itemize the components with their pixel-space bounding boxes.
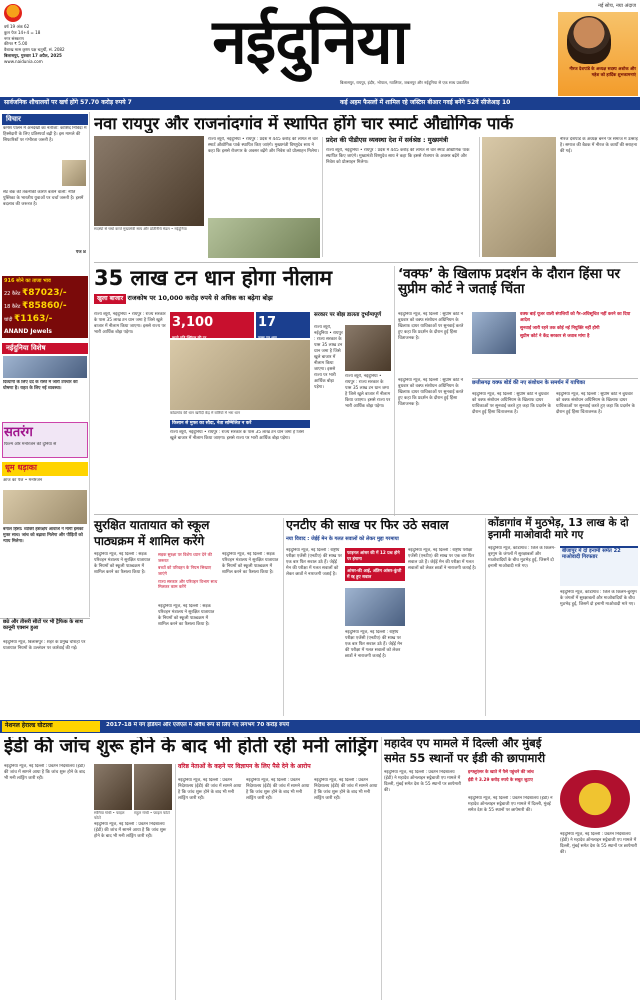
paddy-story-head[interactable]: सरकार पर बोझ डालता दुर्भाग्यपूर्ण	[314, 312, 381, 318]
nta-headline[interactable]: एनटीए की साख पर फिर उठे सवाल	[286, 518, 449, 532]
herald-banner-text: 2017-18 में यंग इंडियन और एजेएल में अवैध रूप से लिए गए लगभग 70 करोड़ रुपये	[106, 722, 289, 728]
rahul-photo-caption: राहुल गांधी • फाइल फोटो	[134, 811, 170, 815]
paddy-box-head: किसान से मुफ्त का सौदा, नेता सम्मिलित न करें	[170, 420, 310, 428]
ad-portrait-image	[567, 16, 611, 64]
gold-rate-row-silver: चांदी ₹1163/-	[4, 314, 53, 324]
ad-text: नीरज देशपांडे के अध्यक्ष सदस्य अशोक और महेश को हार्दिक शुभकामनाएं	[569, 66, 636, 77]
waqf-chh-body-2: नईदुनिया न्यूज, नई दिल्ली : सुप्रीम कोर्ट ने बुधवार को वक्फ संशोधन अधिनियम के खिलाफ दायर याचिकाओं पर सुनवाई करते हुए कहा कि प्रदर्शन के दौरान हुई हिंसा चिंताजनक है।	[556, 392, 635, 416]
left-bottom-story: बंगाल हिंसा: व्यक्ति हस्तक्षेप आवाजें ने मांगी इसका मुफ्त साथ। जांच को बढ़ावा मिलेगा और पीड़ितों को न्याय मिलेगा।	[3, 527, 84, 545]
lead-side-text: नीरज देशपांडे के अध्यक्ष बनने पर समाज में उत्साह है। समाज की बैठक में नीरज के कार्यों की सराहना की गई।	[560, 137, 638, 155]
waqf-bullet: सुप्रीम कोर्ट ने केंद्र सरकार से जवाब मांगा है	[520, 333, 590, 339]
paddy-box-body: राज्य ब्यूरो, नईदुनिया • रायपुर : राज्य सरकार के पास 35 लाख टन धान जमा है जिसे खुले बाजार में नीलाम किया जाएगा। इससे राज्य पर भारी आर्थिक बोझ पड़ेगा।	[170, 430, 304, 442]
school-bullet: सड़क सुरक्षा पर विशेष ध्यान देने की जरूरत	[158, 552, 212, 563]
traffic-story-head[interactable]: छठे और तीसरी सीटों पर भी ट्रैफिक के साथ कानूनी एक्शन हुआ	[3, 619, 83, 631]
school-bullets	[158, 552, 218, 592]
paddy-headline[interactable]: 35 लाख टन धान होगा नीलाम	[94, 267, 333, 290]
columnist-photo	[62, 160, 86, 186]
lead-photo	[94, 136, 204, 226]
mahadev-bullet: ईडी ने 3.29 करोड़ रुपये के सबूत जुटाए	[468, 777, 533, 783]
vichar-page-ref: पेज 8	[75, 250, 86, 255]
satrang-subtitle: फिल्म और मनोरंजन की दुनिया से	[4, 442, 57, 447]
herald-banner-tag: नेशनल हेराल्ड घोटाला	[2, 721, 100, 732]
naidunia-vishesh-header: नईदुनिया विशेष	[2, 343, 88, 354]
sonia-gandhi-photo	[94, 764, 132, 810]
kondagaon-headline[interactable]: कोंडागांव में मुठभेड़, 13 लाख के दो इनामी माओवादी मारे गए	[488, 517, 629, 541]
paddy-photo	[170, 340, 310, 410]
dhoom-subtitle: आज का पेज • मनोरंजन	[3, 478, 43, 483]
kondagaon-body-2: नईदुनिया न्यूज, कोंडागांव : जिले के किलम-बुरगुम के जंगलों में सुरक्षाबलों और माओवादियों के बीच मुठभेड़ हुई, जिसमें दो इनामी माओवादी मारे गए।	[560, 590, 637, 608]
herald-headline[interactable]: ईडी की जांच शुरू होने के बाद भी होती रही मनी लांड्रिंग	[4, 737, 378, 757]
nta-box-1: फाइनल आंसर की में 12 प्रश्न होने पर हंगामा	[345, 548, 405, 563]
nta-body: नईदुनिया न्यूज, नई दिल्ली : राष्ट्रीय परीक्षा एजेंसी (एनटीए) की साख पर एक बार फिर सवाल उठे हैं। जेईई मेन की परीक्षा में गलत सवालों को लेकर छात्रों ने नाराजगी जताई है।	[286, 548, 342, 578]
waqf-headline[interactable]: ‘वक्फ’ के खिलाफ प्रदर्शन के दौरान हिंसा पर सुप्रीम कोर्ट ने जताई चिंता	[398, 266, 621, 298]
lead-body: राज्य ब्यूरो, नईदुनिया • रायपुर : प्रदेश में 445 करोड़ की लागत से चार स्मार्ट औद्योगिक पार्क स्थापित किए जाएंगे। मुख्यमंत्री विष्णुदेव साय ने कहा कि इससे रोजगार के अवसर बढ़ेंगे और निवेश को प्रोत्साहन मिलेगा।	[208, 137, 319, 155]
paddy-body: राज्य ब्यूरो, नईदुनिया • रायपुर : राज्य सरकार के पास 35 लाख टन धान जमा है जिसे खुले बाजार में नीलाम किया जाएगा। इससे राज्य पर भारी आर्थिक बोझ पड़ेगा।	[94, 312, 166, 336]
strip-right-headline[interactable]: कई अहम फैसलों में शामिल रहे जस्टिस बीआर गवई बनेंगे 52वें सीजेआइ 10	[340, 99, 511, 106]
gold-rate-row-22k: 22 कैरेट ₹87023/-	[4, 288, 67, 298]
paddy-story-body: राज्य ब्यूरो, नईदुनिया • रायपुर : राज्य सरकार के पास 35 लाख टन धान जमा है जिसे खुले बाजार में नीलाम किया जाएगा। इससे राज्य पर भारी आर्थिक बोझ पड़ेगा।	[314, 325, 343, 391]
mahadev-headline-1[interactable]: महादेव एप मामले में दिल्ली और मुंबई	[384, 737, 542, 750]
school-body: नईदुनिया न्यूज, नई दिल्ली : सड़क परिवहन मंत्रालय ने सुरक्षित यातायात के नियमों को स्कूली पाठ्यक्रम में शामिल करने का फैसला किया है।	[94, 552, 151, 576]
paddy-photo-caption: कोडागांव की धान खरीदी केंद्र में बोरियों में भरा धान	[170, 411, 240, 415]
herald-subhead[interactable]: वरिष्ठ नेताओं के कहने पर विज्ञापन के लिए पैसे देने के आरोप	[178, 763, 311, 770]
mahadev-headline-2[interactable]: समेत 55 स्थानों पर ईडी की छापामारी	[384, 752, 546, 765]
waqf-bullet: वक्फ बाई यूजर वाली संपत्तियों को गैर-अधिसूचित नहीं करने का दिया आदेश	[520, 312, 631, 323]
nta-subhead: नया विवाद : जेईई मेन के गलत सवालों को लेकर मुद्दा गरमाया	[286, 536, 399, 542]
lead-side-image	[482, 137, 556, 257]
herald-body: नईदुनिया न्यूज, नई दिल्ली : प्रवर्तन निदेशालय (ईडी) की जांच में सामने आया है कि जांच शुरू होने के बाद भी मनी लांड्रिंग जारी रही।	[4, 764, 85, 782]
satrang-title: सतरंग	[4, 425, 33, 440]
waqf-body-2: नईदुनिया न्यूज, नई दिल्ली : सुप्रीम कोर्ट ने बुधवार को वक्फ संशोधन अधिनियम के खिलाफ दायर याचिकाओं पर सुनवाई करते हुए कहा कि प्रदर्शन के दौरान हुई हिंसा चिंताजनक है।	[398, 378, 464, 408]
paddy-stat-1: 3,100 रुपये प्रति क्विंटल की दर	[170, 312, 254, 338]
paddy-subhead: राजकोष पर 10,000 करोड़ रुपये से अधिक का बढ़ेगा बोझ	[127, 294, 273, 302]
nta-body-3: नईदुनिया न्यूज, नई दिल्ली : राष्ट्रीय परीक्षा एजेंसी (एनटीए) की साख पर एक बार फिर सवाल उठे हैं। जेईई मेन की परीक्षा में गलत सवालों को लेकर छात्रों ने नाराजगी जताई है।	[408, 548, 477, 572]
school-bullet: बच्चों को परिवहन के नियम सिखाए जाएंगे	[158, 565, 212, 577]
paddy-subhead-row	[94, 294, 390, 307]
school-headline-2[interactable]: पाठ्यक्रम में शामिल करेंगे	[94, 534, 205, 548]
paddy-tag: खुला बाजार	[94, 294, 126, 304]
minister-photo	[345, 325, 391, 371]
mahadev-body-2: नईदुनिया न्यूज, नई दिल्ली : प्रवर्तन निदेशालय (ईडी) ने महादेव ऑनलाइन सट्टेबाजी एप मामले में दिल्ली, मुंबई समेत देश के 55 स्थानों पर छापेमारी की।	[468, 796, 553, 814]
herald-body-5: नईदुनिया न्यूज, नई दिल्ली : प्रवर्तन निदेशालय (ईडी) की जांच में सामने आया है कि जांच शुरू होने के बाद भी मनी लांड्रिंग जारी रही।	[314, 778, 378, 802]
lead-subhead[interactable]: प्रदेश की पीडीएस व्यवस्था देश में सर्वश्रेष्ठ : मुख्यमंत्री	[326, 136, 449, 144]
tagline: नई सोच, नया अंदाज	[598, 3, 636, 9]
kondagaon-body: नईदुनिया न्यूज, कोंडागांव : जिले के किलम-बुरगुम के जंगलों में सुरक्षाबलों और माओवादियों के बीच मुठभेड़ हुई, जिसमें दो इनामी माओवादी मारे गए।	[488, 546, 556, 570]
traffic-story-body: नईदुनिया न्यूज, बिलासपुर : शहर के प्रमुख चौराहों पर यातायात नियमों के उल्लंघन पर कार्रवाई की गई।	[3, 640, 86, 652]
lead-photo-caption: सदस्यों से चर्चा करते मुख्यमंत्री साय और प्रतिनिधि मंडल • नईदुनिया	[94, 227, 187, 231]
rahul-gandhi-photo	[134, 764, 172, 810]
waqf-body: नईदुनिया न्यूज, नई दिल्ली : सुप्रीम कोर्ट ने बुधवार को वक्फ संशोधन अधिनियम के खिलाफ दायर याचिकाओं पर सुनवाई करते हुए कहा कि प्रदर्शन के दौरान हुई हिंसा चिंताजनक है।	[398, 312, 464, 342]
vichar-text: कर्मेश पालन में अनदेखी का नतीजा: काशिद निविदा में हिस्सेदारी के लिए प्रतिस्पर्धा बढ़ी है। इस मामले की सिफारिशों पर गंभीरता जरूरी है।	[3, 126, 87, 144]
paddy-story-body-2: राज्य ब्यूरो, नईदुनिया • रायपुर : राज्य सरकार के पास 35 लाख टन धान जमा है जिसे खुले बाजार में नीलाम किया जाएगा। इससे राज्य पर भारी आर्थिक बोझ पड़ेगा।	[345, 374, 391, 410]
lead-headline[interactable]: नवा रायपुर और राजनांदगांव में स्थापित होंगे चार स्मार्ट औद्योगिक पार्क	[94, 115, 514, 133]
dhoom-dhadaka-title: धूम धड़ाका	[2, 462, 88, 476]
gold-brand: ANAND Jewels	[4, 328, 52, 335]
lead-subhead-body: राज्य ब्यूरो, नईदुनिया • रायपुर : प्रदेश में 445 करोड़ की लागत से चार स्मार्ट औद्योगिक पार्क स्थापित किए जाएंगे। मुख्यमंत्री विष्णुदेव साय ने कहा कि इससे रोजगार के अवसर बढ़ेंगे और निवेश को प्रोत्साहन मिलेगा।	[326, 148, 470, 166]
herald-body-4: नईदुनिया न्यूज, नई दिल्ली : प्रवर्तन निदेशालय (ईडी) की जांच में सामने आया है कि जांच शुरू होने के बाद भी मनी लांड्रिंग जारी रही।	[246, 778, 310, 802]
edition-cities: बिलासपुर, रायपुर, इंदौर, भोपाल, ग्वालियर, जबलपुर और नईदुनिया से एक साथ प्रकाशित	[340, 80, 469, 85]
bijapur-headline[interactable]: बीजापुर में दो इनामी समेत 22 माओवादी गिरफ्तार	[562, 548, 621, 560]
waqf-bullets	[520, 312, 638, 342]
school-body-3: नईदुनिया न्यूज, नई दिल्ली : सड़क परिवहन मंत्रालय ने सुरक्षित यातायात के नियमों को स्कूली पाठ्यक्रम में शामिल करने का फैसला किया है।	[222, 552, 279, 576]
lead-secondary-photo	[208, 218, 320, 258]
website-link[interactable]: www.naidunia.com	[4, 58, 43, 64]
sonia-photo-caption: सोनिया गांधी • फाइल फोटो	[94, 811, 125, 820]
mahadev-body-3: नईदुनिया न्यूज, नई दिल्ली : प्रवर्तन निदेशालय (ईडी) ने महादेव ऑनलाइन सट्टेबाजी एप मामले में दिल्ली, मुंबई समेत देश के 55 स्थानों पर छापेमारी की।	[560, 832, 637, 856]
nta-body-2: नईदुनिया न्यूज, नई दिल्ली : राष्ट्रीय परीक्षा एजेंसी (एनटीए) की साख पर एक बार फिर सवाल उठे हैं। जेईई मेन की परीक्षा में गलत सवालों को लेकर छात्रों ने नाराजगी जताई है।	[345, 630, 403, 660]
naidunia-logo-icon	[4, 4, 22, 22]
vichar-header: विचार	[2, 114, 88, 125]
supreme-court-photo	[472, 312, 516, 354]
nta-box-2: आंसर-की आई, अंतिम आंसर-कुंजी में रद्द हुए सवाल	[345, 566, 405, 581]
mahadev-bullets	[468, 770, 554, 786]
gold-rate-title: 916 सोने का ताजा भाव	[4, 278, 51, 284]
waqf-bullet: सुनवाई जारी रहने तक कोई नई नियुक्ति नहीं होगी	[520, 325, 600, 331]
nta-photo	[345, 588, 405, 626]
vishesh-photo	[3, 356, 87, 378]
dhoom-photo	[3, 490, 87, 524]
school-headline-1[interactable]: सुरक्षित यातायात को स्कूल	[94, 518, 210, 532]
waqf-chh-body-1: नईदुनिया न्यूज, नई दिल्ली : सुप्रीम कोर्ट ने बुधवार को वक्फ संशोधन अधिनियम के खिलाफ दायर याचिकाओं पर सुनवाई करते हुए कहा कि प्रदर्शन के दौरान हुई हिंसा चिंताजनक है।	[472, 392, 551, 416]
chhattisgarh-waqf-head[interactable]: छत्तीसगढ़ वक्फ बोर्ड की नए संशोधन के समर्थन में याचिका	[472, 380, 586, 386]
herald-body-3: नईदुनिया न्यूज, नई दिल्ली : प्रवर्तन निदेशालय (ईडी) की जांच में सामने आया है कि जांच शुरू होने के बाद भी मनी लांड्रिंग जारी रही।	[178, 778, 242, 802]
mahadev-app-logo-icon	[560, 770, 630, 828]
paddy-stat-2: 17 लाख टन धान	[256, 312, 310, 338]
masthead	[0, 0, 640, 96]
mahadev-body: नईदुनिया न्यूज, नई दिल्ली : प्रवर्तन निदेशालय (ईडी) ने महादेव ऑनलाइन सट्टेबाजी एप मामले में दिल्ली, मुंबई समेत देश के 55 स्थानों पर छापेमारी की।	[384, 770, 461, 794]
strip-left-headline[interactable]: सार्वजनिक शौचालयों पर खर्च होंगे 57.70 करोड़ रुपये 7	[4, 99, 132, 106]
mahadev-bullet: इन्फ्लुएंसर के खाते में पैसे पहुंचने की जांच	[468, 770, 534, 775]
edition-meta: वर्ष 19 अंक 62 कुल पेज 14+4 = 18 नगर संस्करण कीमत ₹ 5.00 वैशाख मास कृष्ण पक्ष चतुर्थी, सं. 2082 बिलासपुर, गुरुवार 17 अप्रैल, 2025 www.naidunia.com	[4, 24, 124, 65]
school-bullet: राज्य सरकार और परिवहन विभाग साथ मिलकर काम करेंगे	[158, 578, 218, 590]
vishesh-text: दिव्यांगों के लिए दर्द के रास्ते में जारी उपचार की घोषणा है। राहत के लिए नई व्यवस्था।	[3, 380, 78, 392]
newspaper-title: नईदुनिया	[212, 5, 408, 78]
gold-rate-row-18k: 18 कैरेट ₹85860/-	[4, 301, 67, 311]
herald-body-2: नईदुनिया न्यूज, नई दिल्ली : प्रवर्तन निदेशालय (ईडी) की जांच में सामने आया है कि जांच शुरू होने के बाद भी मनी लांड्रिंग जारी रही।	[94, 822, 167, 840]
school-body-2: नईदुनिया न्यूज, नई दिल्ली : सड़क परिवहन मंत्रालय ने सुरक्षित यातायात के नियमों को स्कूली पाठ्यक्रम में शामिल करने का फैसला किया है।	[158, 604, 215, 628]
vichar-text-2: सेट बैक की तकनीकी कारण बताने वाली: नीति पुस्तिका के भारतीय युवाओं पर चर्चा जरूरी है। इसमें बदलाव की जरूरत है।	[3, 190, 84, 208]
